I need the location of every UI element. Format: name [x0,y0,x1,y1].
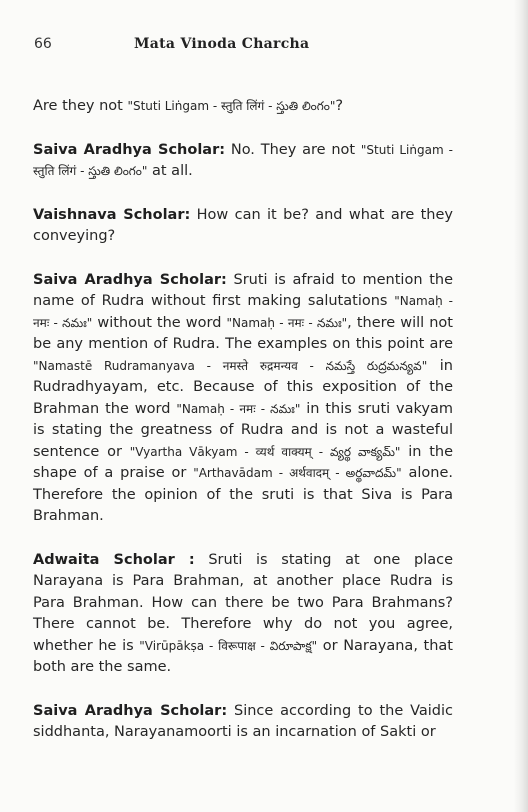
paragraph-text: Since according to the Vaidic siddhanta, Narayanamoorti is an incarnation of Sakti or [33,702,453,740]
running-title: Mata Vinoda Charcha [134,36,310,52]
quoted-term: "Arthavādam - अर्थवादम् - అర్థవాదమ్" [193,466,402,480]
quoted-term: "Namaḥ - नमः - నమః" [226,315,348,330]
speaker-label: Adwaita Scholar : [33,551,195,568]
quoted-term: "Namaḥ - नमः - నమః" [176,401,301,416]
dialogue-paragraph [33,270,453,528]
paragraph-text: Sruti is stating at one place Narayana is Para Brahman, at another place Rudra is Para Brahman. How can there be two Para Brahmans? There cannot be. Therefore why do not you agree, whether he is [33,551,453,654]
paragraph-text: in the shape of a praise or [33,443,454,481]
paragraph-text: at all. [147,163,193,179]
paragraph-text: How can it be? and what are they conveying? [33,206,453,244]
paragraph-text: Sruti is afraid to mention the name of Rudra without first making salutations [33,271,453,309]
paragraph-text: in Rudradhyayam, etc. Because of this exposition of the Brahman the word [33,357,454,417]
paragraph-text: without the word [92,314,227,331]
page-header [34,36,488,56]
quoted-term: "Namastē Rudramanyava - नमस्ते रुद्रमन्यव - నమస్తే రుద్రమన్యవ" [33,358,428,373]
dialogue-paragraph [33,701,453,744]
page-body [33,96,453,766]
paragraph-text: No. They are not [225,141,361,158]
dialogue-paragraph [33,205,453,248]
paragraph-text: Are they not [33,98,128,114]
speaker-label: Vaishnava Scholar: [33,206,191,223]
paragraph-text: , there will not be any mention of Rudra. The examples on this point are [33,314,453,352]
speaker-label: Saiva Aradhya Scholar: [33,702,228,719]
speaker-label: Saiva Aradhya Scholar: [33,271,227,288]
dialogue-paragraph [33,140,453,183]
quoted-term: "Stuti Liṅgam - स्तुति लिंगं - స్తుతి లింగం" [33,142,453,178]
speaker-label: Saiva Aradhya Scholar: [33,141,226,158]
paragraph-text: alone. Therefore the opinion of the sruti is that Siva is Para Brahman. [33,465,453,524]
paragraph-text: in this sruti vakyam is stating the greatness of Rudra and is not a wasteful sentence or [33,400,453,460]
dialogue-paragraph [33,96,453,118]
quoted-term: "Namaḥ - नमः - నమః" [33,294,453,330]
paragraph-text: ? [335,98,344,114]
dialogue-paragraph [33,550,453,679]
quoted-term: "Stuti Liṅgam - स्तुति लिंगं - స్తుతి లింగం" [127,99,336,113]
quoted-term: "Vyartha Vākyam - व्यर्थ वाक्यम् - వ్యర్థ వాక్యమ్" [129,444,401,459]
page-number: 66 [34,36,52,52]
quoted-term: "Virūpākṣa - विरूपाक्ष - విరూపాక్ష" [139,638,318,653]
page-edge-shadow [514,0,528,812]
paragraph-text: or Narayana, that both are the same. [33,637,453,675]
